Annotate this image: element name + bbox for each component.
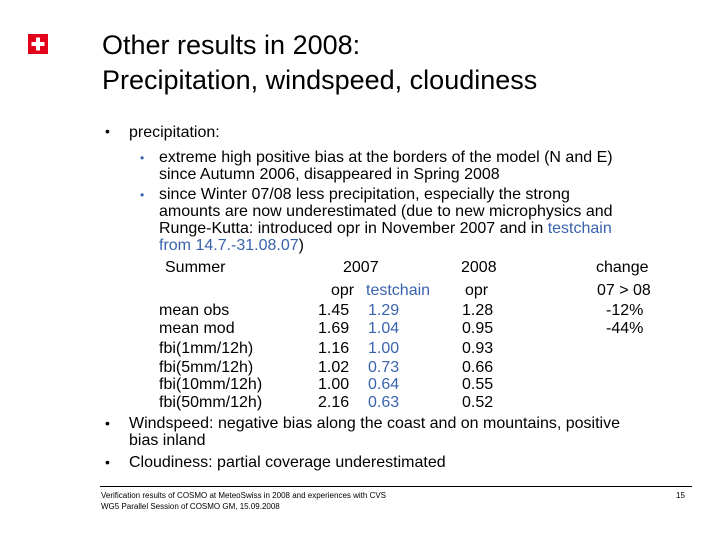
sub-bullet-2-line-3 (159, 220, 612, 238)
sub-bullet-2-line-4 (159, 237, 304, 255)
bullet-dot-icon: • (105, 415, 110, 431)
table-header-2008: 2008 (461, 259, 497, 276)
table-header-season: Summer (165, 259, 226, 276)
slide-title-line-2: Precipitation, windspeed, cloudiness (102, 65, 538, 95)
sub-bullet-1-line-1: extreme high positive bias at the borders of the model (N and E) (159, 149, 613, 166)
table-header-testchain: testchain (366, 282, 431, 299)
row-value-opr-2008: 0.55 (462, 376, 494, 393)
bullet-dot-icon: • (140, 151, 145, 165)
testchain-highlight: testchain (547, 220, 612, 237)
windspeed-line-1: Windspeed: negative bias along the coast and on mountains, positive (129, 415, 620, 432)
row-label: mean mod (159, 320, 235, 337)
bullet-dot-icon: • (105, 123, 110, 139)
table-header-opr-2007: opr (331, 282, 355, 299)
windspeed-line-2: bias inland (129, 432, 206, 449)
sub-bullet-2-line-2: amounts are now underestimated (due to new microphysics and (159, 203, 613, 220)
row-value-opr-2008: 0.66 (462, 359, 494, 376)
row-value-opr: 1.02 (318, 359, 350, 376)
table-header-2007: 2007 (343, 259, 379, 276)
row-value-change: -44% (606, 320, 644, 337)
precipitation-label: precipitation: (129, 124, 220, 141)
row-label: fbi(1mm/12h) (159, 340, 254, 357)
cloudiness-text: Cloudiness: partial coverage underestimated (129, 454, 446, 471)
row-value-opr-2008: 1.28 (462, 302, 494, 319)
row-value-opr: 1.69 (318, 320, 350, 337)
row-value-opr-2008: 0.95 (462, 320, 494, 337)
row-value-testchain: 1.29 (368, 302, 400, 319)
row-value-opr: 1.16 (318, 340, 350, 357)
row-label: fbi(10mm/12h) (159, 376, 263, 393)
testchain-period: from 14.7.-31.08.07 (159, 237, 299, 254)
row-value-testchain: 0.73 (368, 359, 400, 376)
slide-title-line-1: Other results in 2008: (102, 30, 361, 60)
row-value-opr-2008: 0.52 (462, 394, 494, 411)
page-number: 15 (676, 491, 685, 500)
slide-title (102, 28, 702, 98)
closing-paren: ) (298, 237, 304, 254)
table-header-change: change (596, 259, 649, 276)
row-value-opr-2008: 0.93 (462, 340, 494, 357)
row-label: fbi(5mm/12h) (159, 359, 254, 376)
footer-line-2: WG5 Parallel Session of COSMO GM, 15.09.2008 (101, 502, 280, 511)
row-value-testchain: 0.63 (368, 394, 400, 411)
row-value-testchain: 1.04 (368, 320, 400, 337)
row-value-testchain: 0.64 (368, 376, 400, 393)
row-label: mean obs (159, 302, 230, 319)
sub-bullet-2-line-3-text: Runge-Kutta: introduced opr in November 2007 and in (159, 220, 548, 237)
row-value-opr: 1.45 (318, 302, 350, 319)
row-value-opr: 1.00 (318, 376, 350, 393)
table-header-change-period: 07 > 08 (597, 282, 651, 299)
footer-line-1: Verification results of COSMO at MeteoSwiss in 2008 and experiences with CVS (101, 491, 387, 500)
footer-divider (100, 486, 692, 487)
row-label: fbi(50mm/12h) (159, 394, 263, 411)
bullet-dot-icon: • (140, 188, 145, 202)
swiss-cross-icon (28, 34, 48, 54)
row-value-opr: 2.16 (318, 394, 350, 411)
sub-bullet-1-line-2: since Autumn 2006, disappeared in Spring 2008 (159, 166, 500, 183)
row-value-testchain: 1.00 (368, 340, 400, 357)
table-header-opr-2008: opr (465, 282, 489, 299)
row-value-change: -12% (606, 302, 644, 319)
sub-bullet-2-line-1: since Winter 07/08 less precipitation, especially the strong (159, 186, 570, 203)
bullet-dot-icon: • (105, 454, 110, 470)
